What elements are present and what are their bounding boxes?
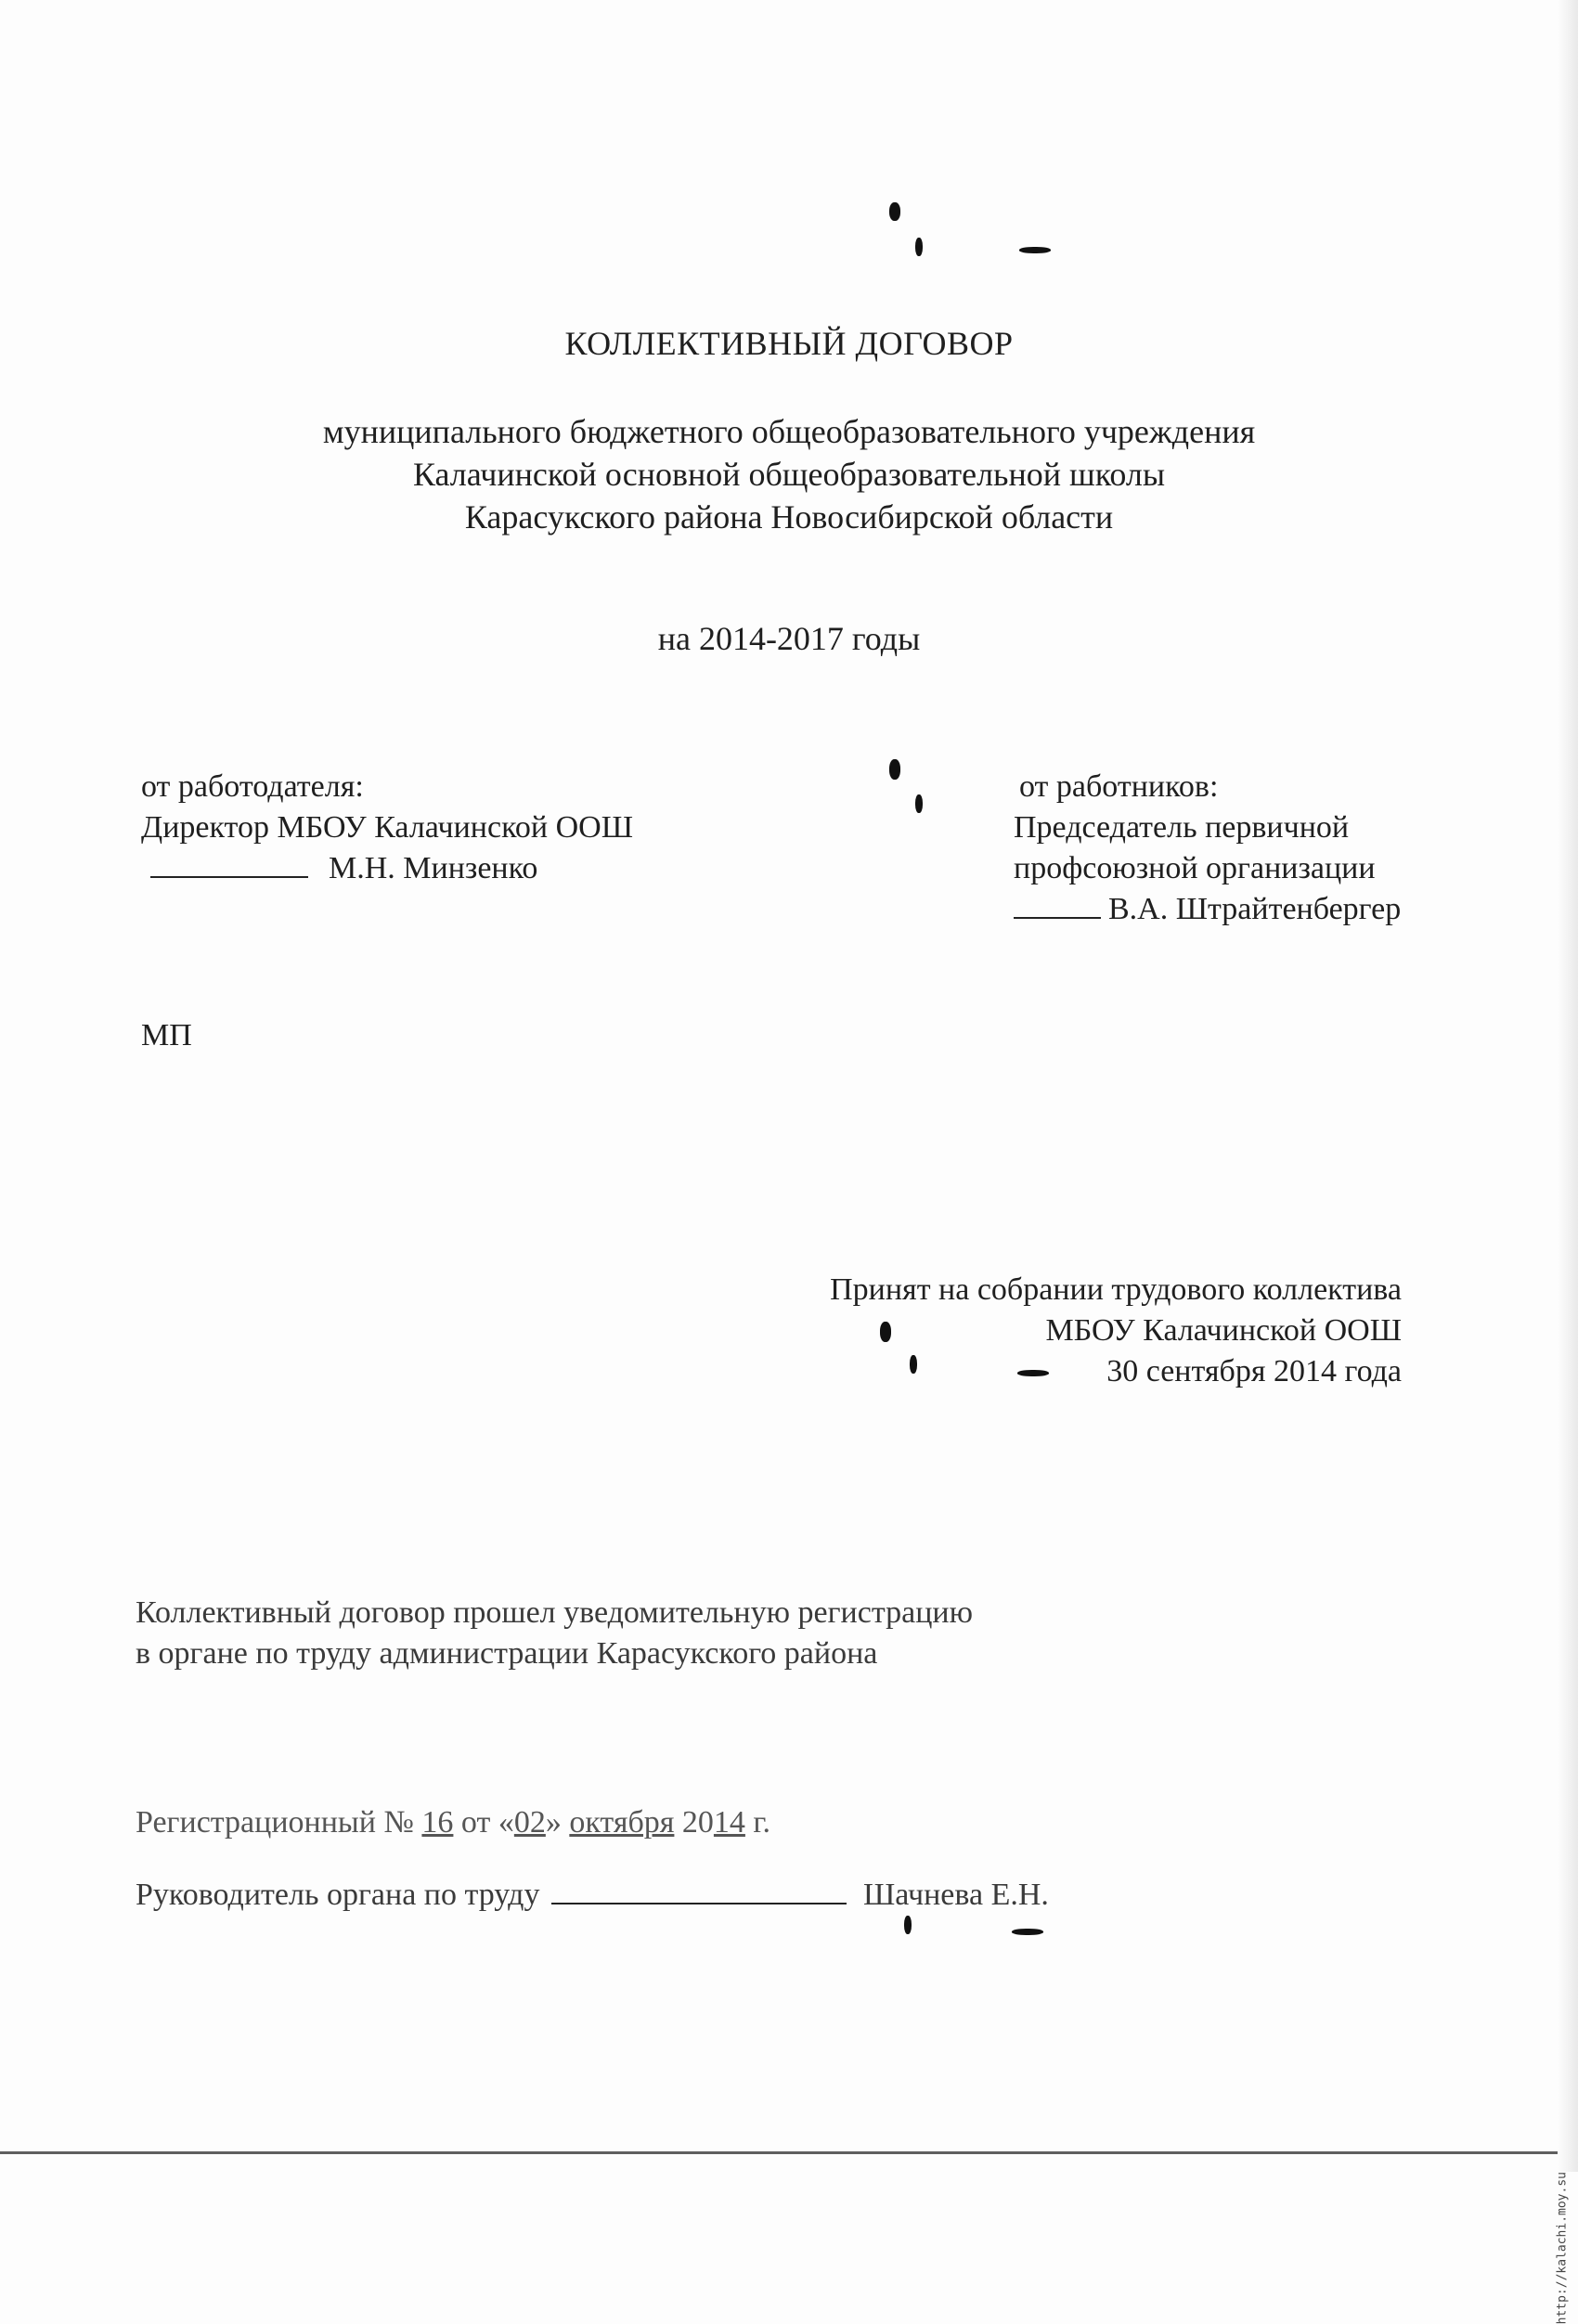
document-period: на 2014-2017 годы (657, 620, 921, 657)
employer-position: Директор МБОУ Калачинской ООШ (141, 810, 633, 845)
scan-speck (1017, 1370, 1049, 1376)
employer-signature-row (141, 848, 633, 889)
registration-note (136, 1593, 973, 1674)
registration-day: 02 (513, 1805, 546, 1840)
registration-month: октября (569, 1805, 675, 1840)
employees-position: профсоюзной организации (1014, 851, 1376, 885)
employer-name: М.Н. Минзенко (329, 851, 538, 885)
acceptance-line: МБОУ Калачинской ООШ (1045, 1313, 1402, 1348)
employer-signature-block (141, 767, 633, 889)
scan-shadow (1558, 0, 1578, 2172)
head-label: Руководитель органа по труду (136, 1878, 540, 1912)
registration-year-suffix: 14 (713, 1805, 745, 1840)
scan-speck (1019, 247, 1051, 253)
scan-speck (889, 202, 900, 221)
acceptance-line: Принят на собрании трудового коллектива (830, 1272, 1402, 1307)
document-title: КОЛЛЕКТИВНЫЙ ДОГОВОР (564, 325, 1014, 362)
subtitle-line: Карасукского района Новосибирской области (464, 498, 1114, 536)
registration-number-line (136, 1802, 770, 1843)
registration-number: 16 (421, 1805, 454, 1840)
scan-speck (880, 1322, 891, 1342)
employer-label: от работодателя: (141, 769, 364, 804)
scan-speck (1012, 1929, 1043, 1935)
registration-head-line (136, 1875, 1049, 1916)
registration-number-label: Регистрационный № (136, 1805, 414, 1840)
acceptance-block (830, 1270, 1402, 1392)
registration-line: Коллективный договор прошел уведомительную регистрацию (136, 1595, 973, 1630)
scan-speck (904, 1916, 912, 1934)
subtitle-line: Калачинской основной общеобразовательной школы (412, 456, 1166, 493)
registration-from: от « (460, 1805, 514, 1840)
scan-edge (0, 2151, 1578, 2154)
employees-signature-line (1014, 889, 1101, 919)
employer-signature-line (150, 848, 308, 878)
employees-position: Председатель первичной (1014, 810, 1350, 845)
scan-speck (915, 794, 923, 813)
document-subtitle (0, 410, 1578, 538)
subtitle-line: муниципального бюджетного общеобразовательного учреждения (322, 413, 1256, 450)
employees-label: от работников: (1019, 769, 1219, 804)
watermark: http://kalachi.moy.su (1555, 2172, 1569, 2324)
registration-year-end: г. (753, 1805, 771, 1840)
scan-speck (915, 238, 923, 256)
scan-speck (889, 759, 900, 780)
employees-signature-row (1014, 889, 1401, 930)
stamp-placeholder: МП (141, 1018, 192, 1052)
employees-name: В.А. Штрайтенбергер (1108, 892, 1402, 926)
scan-speck (910, 1355, 917, 1374)
employees-signature-block (1014, 767, 1401, 930)
registration-day-close: » (545, 1805, 562, 1840)
head-name: Шачнева Е.Н. (862, 1878, 1049, 1912)
head-signature-line (551, 1875, 847, 1904)
registration-year-prefix: 20 (681, 1805, 714, 1840)
acceptance-date: 30 сентября 2014 года (1106, 1354, 1402, 1388)
registration-line: в органе по труду администрации Карасукского района (136, 1636, 878, 1671)
